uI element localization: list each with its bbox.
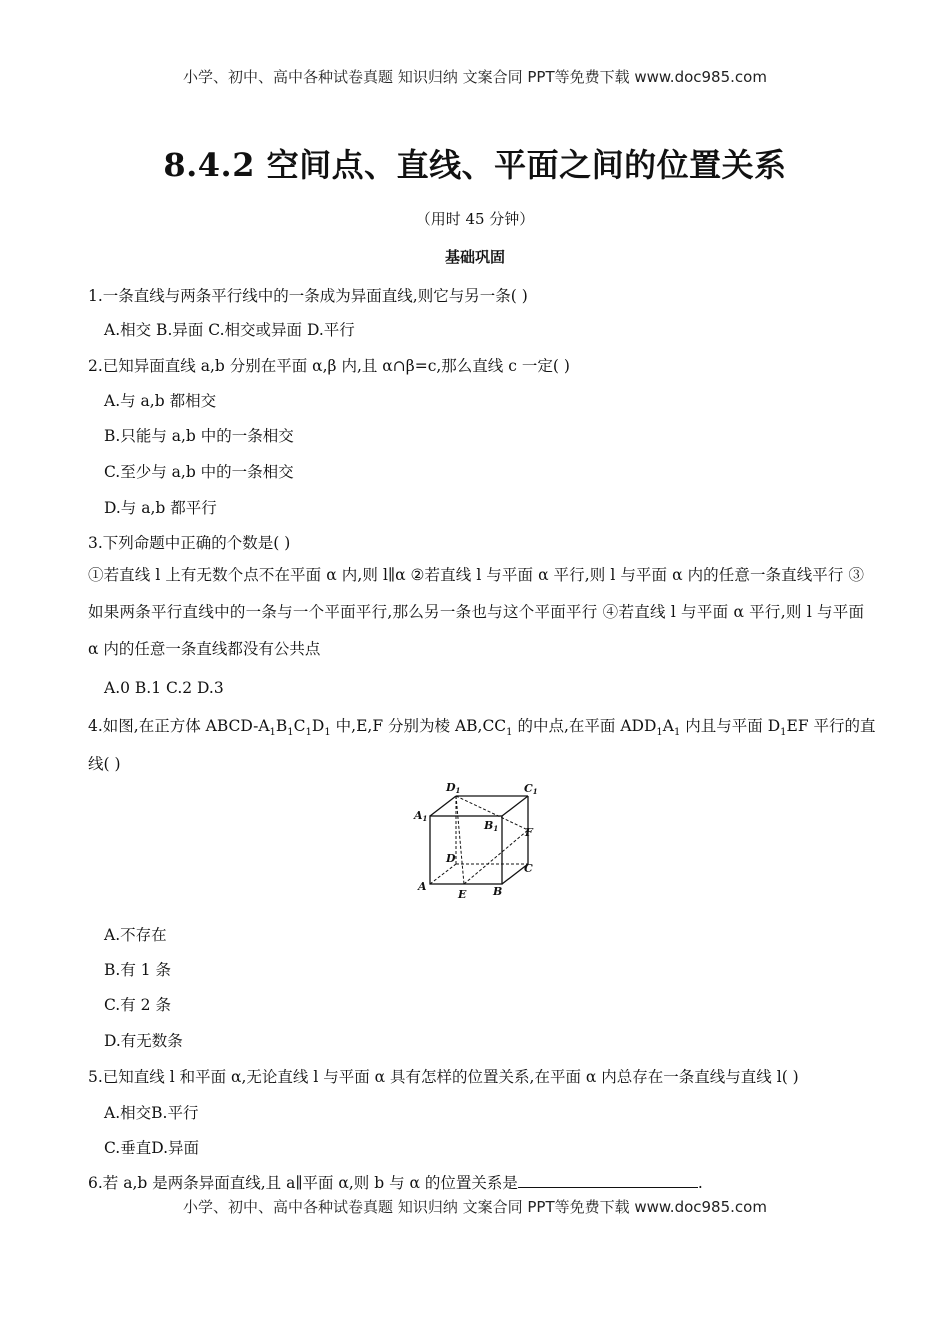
- question-5-options-cd: C.垂直D.异面: [104, 1139, 200, 1157]
- question-5-stem: 5.已知直线 l 和平面 α,无论直线 l 与平面 α 具有怎样的位置关系,在平面 α 内总存在一条直线与直线 l( ): [88, 1068, 799, 1086]
- question-4-stem-line2: 线( ): [88, 755, 121, 773]
- question-3-statements: ①若直线 l 上有无数个点不在平面 α 内,则 l∥α ②若直线 l 与平面 α 平行,则 l 与平面 α 内的任意一条直线平行 ③如果两条平行直线中的一条与一个平面平行,那么另一条也与这个平面平行 ④若直线 l 与平面 α 平行,则 l 与平面 α 内的任意一条直线都没有公共点: [88, 566, 864, 658]
- question-2-option-d: D.与 a,b 都平行: [104, 499, 217, 517]
- label-b1: B1: [484, 819, 499, 833]
- label-c: C: [524, 862, 533, 875]
- label-c1: C1: [524, 782, 538, 796]
- question-4-option-d: D.有无数条: [104, 1032, 183, 1050]
- question-3-stem: 3.下列命题中正确的个数是( ): [88, 534, 291, 552]
- question-2-option-a: A.与 a,b 都相交: [104, 392, 217, 410]
- question-5-options-ab: A.相交B.平行: [104, 1104, 199, 1122]
- question-1-options: A.相交 B.异面 C.相交或异面 D.平行: [104, 321, 355, 339]
- question-2-stem: 2.已知异面直线 a,b 分别在平面 α,β 内,且 α∩β=c,那么直线 c 一定( ): [88, 357, 570, 375]
- label-b: B: [493, 885, 503, 898]
- label-e: E: [458, 888, 467, 901]
- time-limit: （用时 45 分钟）: [415, 210, 535, 228]
- label-a1: A1: [414, 809, 428, 823]
- question-4-option-b: B.有 1 条: [104, 961, 172, 979]
- page-title: 8.4.2 空间点、直线、平面之间的位置关系: [163, 146, 787, 184]
- question-6: 6.若 a,b 是两条异面直线,且 a∥平面 α,则 b 与 α 的位置关系是 .: [88, 1174, 703, 1192]
- answer-blank[interactable]: [518, 1173, 698, 1188]
- question-4-stem: 4.如图,在正方体 ABCD-$A_1B_1C_1D_1$ 中,E,F 分别为棱 $AB,CC_1$ 的中点,在平面 $ADD_1A_1$ 内且与平面 $D_1EF$ 平行的直: [88, 717, 876, 739]
- page-footer: 小学、初中、高中各种试卷真题 知识归纳 文案合同 PPT等免费下载 www.doc985.com: [183, 1198, 767, 1216]
- question-4-option-c: C.有 2 条: [104, 996, 171, 1014]
- question-2-option-c: C.至少与 a,b 中的一条相交: [104, 463, 294, 481]
- label-a: A: [418, 880, 427, 893]
- question-4-option-a: A.不存在: [104, 926, 167, 944]
- cube-figure: [410, 778, 540, 902]
- question-2-option-b: B.只能与 a,b 中的一条相交: [104, 427, 294, 445]
- label-f: F: [525, 826, 533, 839]
- question-3-options: A.0 B.1 C.2 D.3: [104, 679, 224, 697]
- section-heading: 基础巩固: [444, 248, 505, 266]
- question-6-stem: 6.若 a,b 是两条异面直线,且 a∥平面 α,则 b 与 α 的位置关系是: [88, 1174, 518, 1192]
- question-1-stem: 1.一条直线与两条平行线中的一条成为异面直线,则它与另一条( ): [88, 287, 528, 305]
- page-header: 小学、初中、高中各种试卷真题 知识归纳 文案合同 PPT等免费下载 www.doc985.com: [183, 68, 767, 86]
- label-d: D: [446, 852, 456, 865]
- label-d1: D1: [446, 781, 461, 795]
